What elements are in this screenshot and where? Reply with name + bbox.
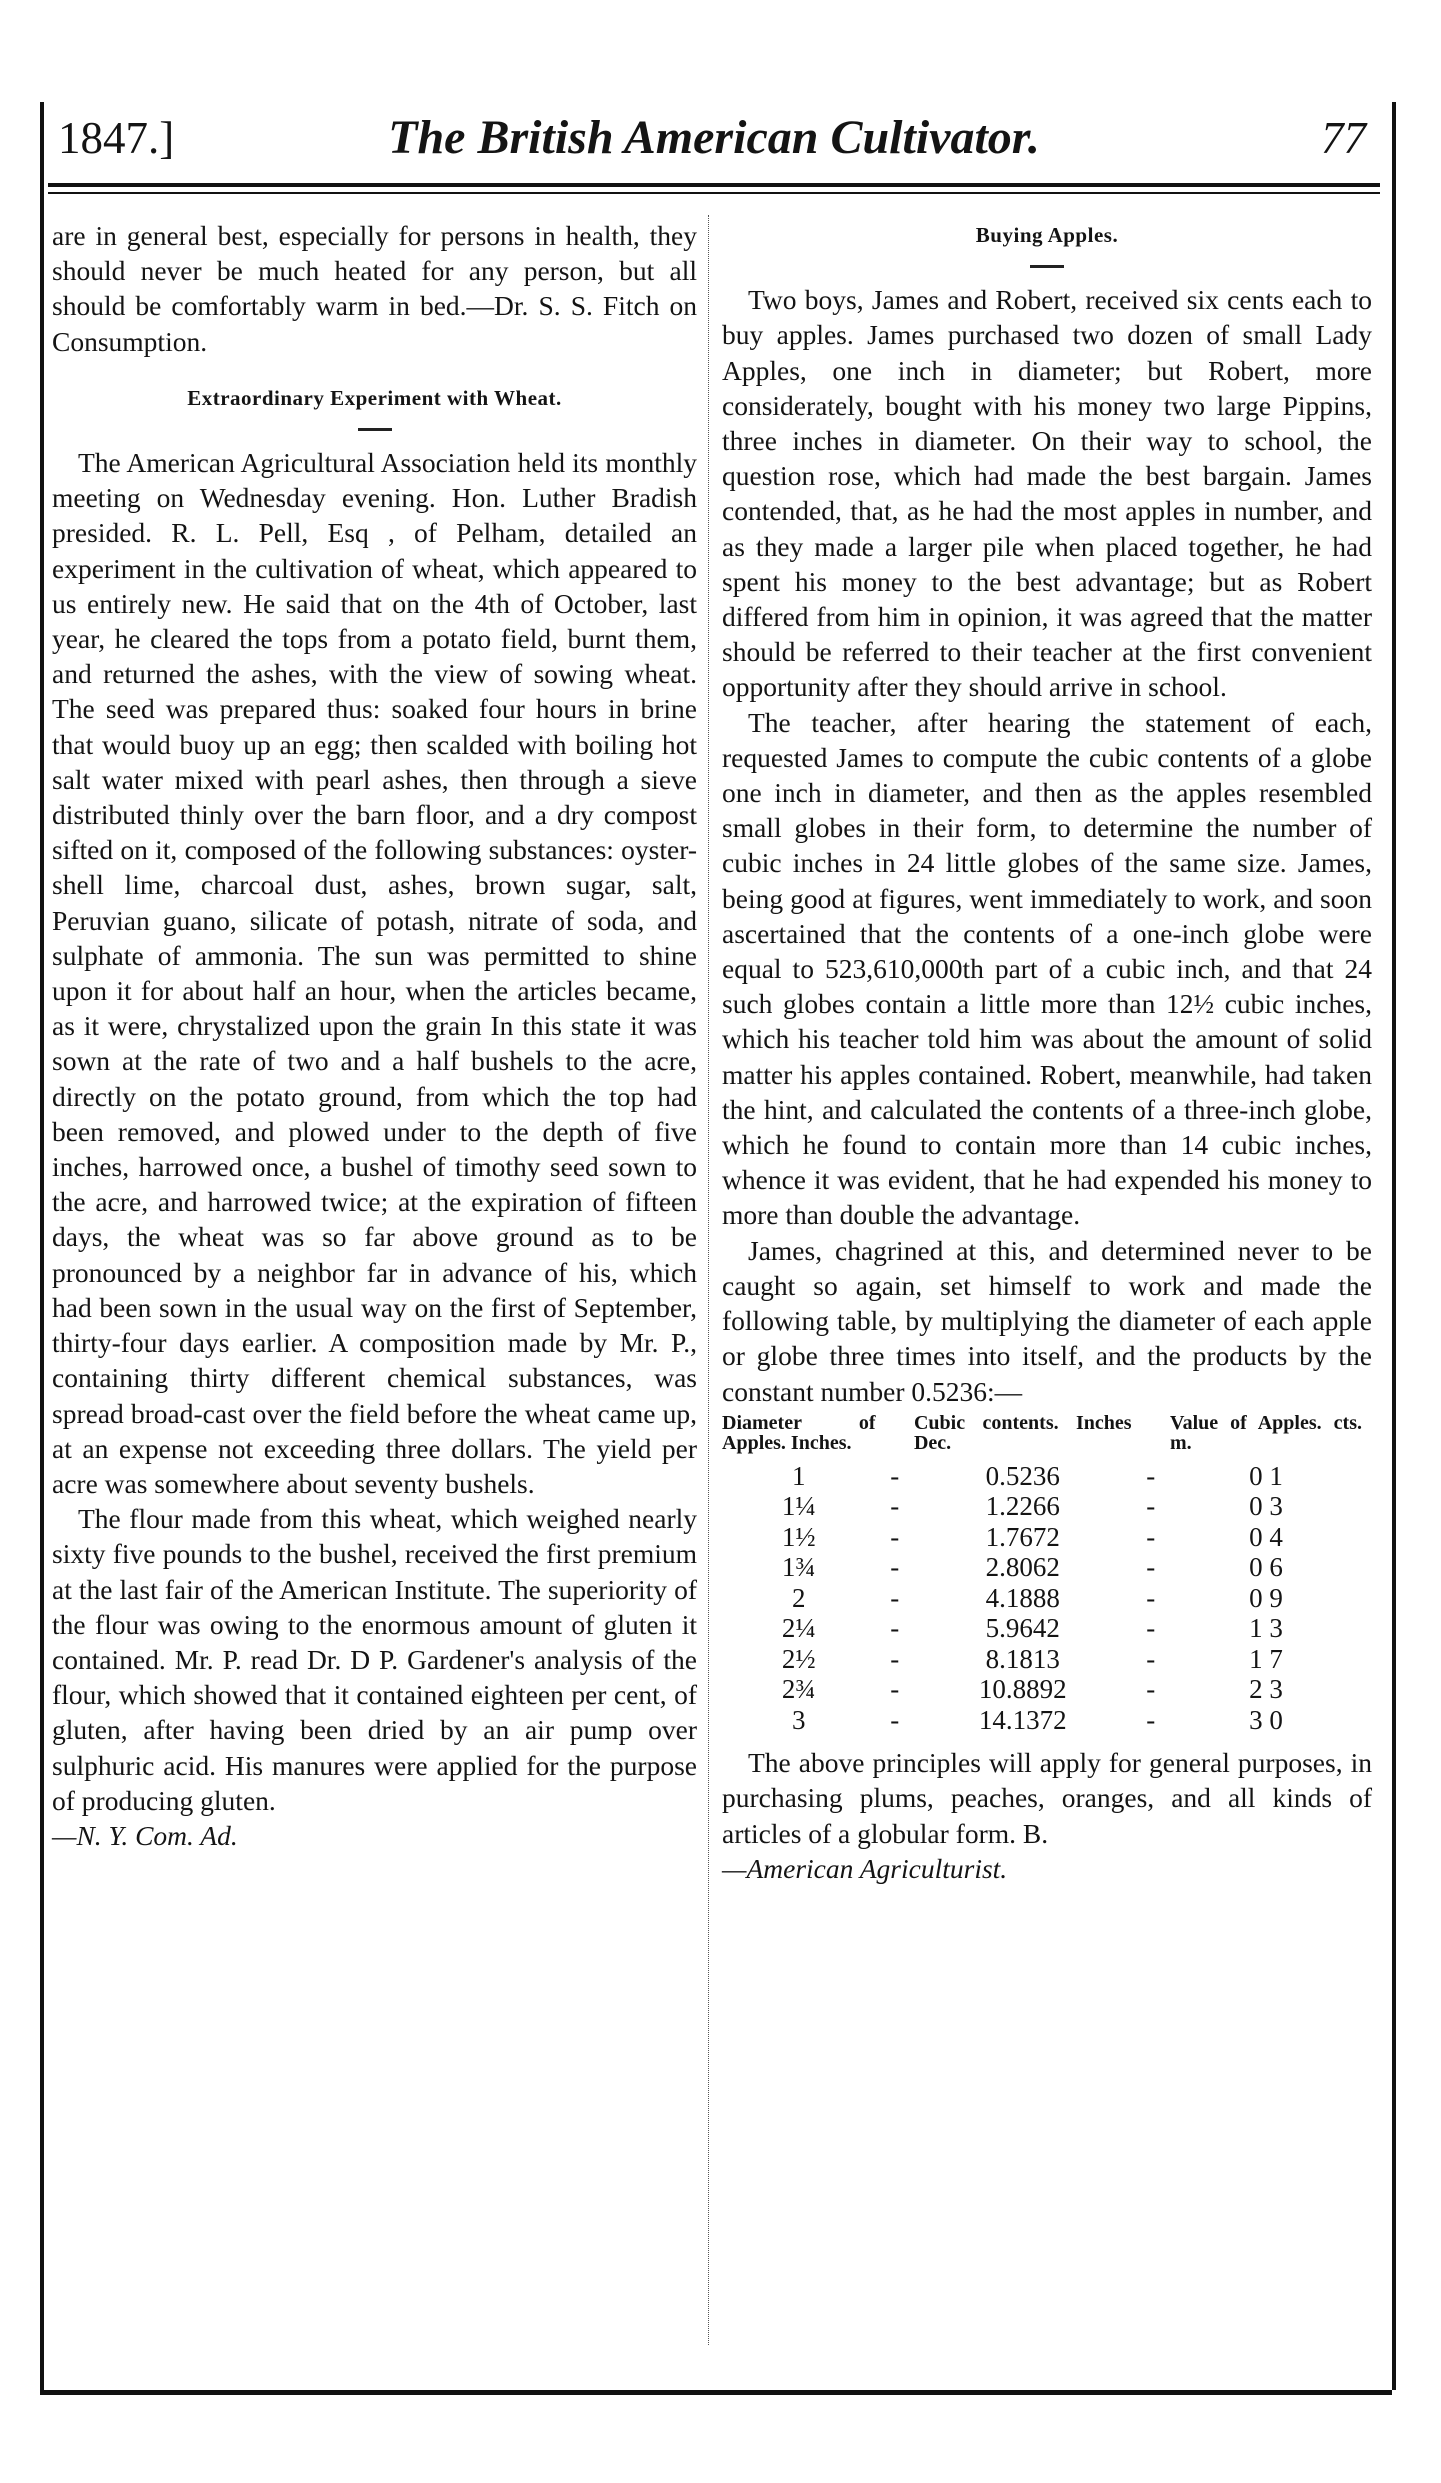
journal-title: The British American Cultivator.	[388, 111, 1040, 164]
footer-rule	[40, 2390, 1392, 2395]
cubic-contents-cell: 0.5236	[985, 1460, 1060, 1491]
table-row	[722, 1644, 1362, 1675]
apples-paragraph-2: The teacher, after hearing the statement of each, requested James to compute the cubic contents of a globe one inch in diameter, and then as the apples resembled small globes in their form, to determine the number of cubic inches in 24 little globes of the same size. James, being good at figures, went immediately to work, and soon ascertained that the contents of a one-inch globe were equal to 523,610,000th part of a cubic inch, and that 24 such globes contain a little more than 12½ cubic inches, which his teacher told him was about the amount of solid matter his apples contained. Robert, meanwhile, had taken the hint, and calculated the contents of a three-inch globe, which he found to contain more than 14 cubic inches, whence it was evident, that he had expended his money to more than double the advantage.	[722, 706, 1372, 1231]
diameter-cell: 2¾	[781, 1674, 816, 1705]
cubic-contents-cell: 8.1813	[985, 1643, 1060, 1674]
wheat-paragraph-2: The flour made from this wheat, which weighed nearly sixty five pounds to the bushel, received the first premium at the last fair of the American Institute. The superiority of the flour was owing to the enormous amount of gluten it contained. Mr. P. read Dr. D P. Gardener's analysis of the flour, which showed that it contained eighteen per cent, of gluten, after having been dried by an air pump over sulphuric acid. His manures were applied for the purpose of producing gluten.	[52, 1503, 697, 1816]
cubic-contents-cell: 14.1372	[978, 1704, 1067, 1735]
diameter-cell: 3	[792, 1704, 806, 1735]
column-header-value: Value of Apples. cts. m.	[1169, 1411, 1362, 1454]
table-row	[722, 1583, 1362, 1614]
table-row	[722, 1461, 1362, 1492]
value-cell: 0 6	[1249, 1552, 1283, 1583]
article-heading-wheat: Extraordinary Experiment with Wheat.	[187, 385, 562, 410]
issue-year: 1847.]	[58, 113, 175, 163]
diameter-cell: 1¼	[781, 1491, 816, 1522]
column-header-cubic: Cubic contents. Inches Dec.	[913, 1411, 1132, 1454]
dash-separator: -	[1146, 1643, 1156, 1674]
cubic-contents-cell: 1.2266	[985, 1491, 1060, 1522]
value-cell: 1 7	[1249, 1643, 1283, 1674]
table-row	[722, 1674, 1362, 1705]
dash-separator: -	[1146, 1582, 1156, 1613]
wheat-paragraph-1: The American Agricultural Association held its monthly meeting on Wednesday evening. Hon. Luther Bradish presided. R. L. Pell, Esq , of Pelham, detailed an experiment in the cultivation of wheat, which appeared to us entirely new. He said that on the 4th of October, last year, he cleared the tops from a potato field, burnt them, and returned the ashes, with the view of sowing wheat. The seed was prepared thus: soaked four hours in brine that would buoy up an egg; then scalded with boiling hot salt water mixed with pearl ashes, then through a sieve distributed thinly over the barn floor, and a dry compost sifted on it, composed of the following substances: oyster-shell lime, charcoal dust, ashes, brown sugar, salt, Peruvian guano, silicate of potash, nitrate of soda, and sulphate of ammonia. The sun was permitted to shine upon it for about half an hour, when the articles became, as it were, chrystalized upon the grain In this state it was sown at the rate of two and a half bushels to the acre, directly on the potato ground, from which the top had been removed, and plowed under to the depth of five inches, harrowed once, a bushel of timothy seed sown to the acre, and harrowed twice; at the expiration of fifteen days, the wheat was so far above ground as to be pronounced by a neighbor far in advance of his, which had been sown in the usual way on the first of September, thirty-four days earlier. A composition made by Mr. P., containing thirty different chemical substances, was spread broad-cast over the field before the wheat came up, at an expense not exceeding three dollars. The yield per acre was somewhere about seventy bushels.	[52, 447, 697, 1499]
apples-source: —American Agriculturist.	[722, 1852, 1008, 1884]
cubic-contents-cell: 4.1888	[985, 1582, 1060, 1613]
dash-separator: -	[890, 1674, 900, 1705]
dash-separator: -	[1146, 1674, 1156, 1705]
table-row	[722, 1613, 1362, 1644]
table-row	[722, 1491, 1362, 1522]
cubic-contents-cell: 5.9642	[985, 1613, 1060, 1644]
value-cell: 0 3	[1249, 1491, 1283, 1522]
dash-separator: -	[890, 1552, 900, 1583]
dash-separator: -	[1146, 1552, 1156, 1583]
header-rule-thin	[48, 192, 1380, 194]
value-cell: 0 1	[1249, 1460, 1283, 1491]
wheat-source: —N. Y. Com. Ad.	[52, 1819, 238, 1851]
value-cell: 0 9	[1249, 1582, 1283, 1613]
intro-paragraph: are in general best, especially for persons in health, they should never be much heated for any person, but all should be comfortably warm in bed.—Dr. S. S. Fitch on Consumption.	[52, 220, 697, 357]
value-cell: 0 4	[1249, 1521, 1283, 1552]
value-cell: 2 3	[1249, 1674, 1283, 1705]
dash-separator: -	[1146, 1521, 1156, 1552]
apples-paragraph-1: Two boys, James and Robert, received six cents each to buy apples. James purchased two dozen of small Lady Apples, one inch in diameter; but Robert, more considerately, bought with his money two large Pippins, three inches in diameter. On their way to school, the question rose, which had made the best bargain. James contended, that, as he had the most apples in number, and as they made a larger pile when placed together, he had spent his money to the best advantage; but as Robert differed from him in opinion, it was agreed that the matter should be referred to their teacher at the first convenient opportunity after they should arrive in school.	[722, 284, 1372, 703]
dash-separator: -	[890, 1613, 900, 1644]
dash-separator: -	[890, 1491, 900, 1522]
apple-value-table	[722, 1411, 1362, 1736]
cubic-contents-cell: 10.8892	[978, 1674, 1067, 1705]
diameter-cell: 2¼	[781, 1613, 816, 1644]
diameter-cell: 1½	[781, 1521, 816, 1552]
dash-separator: -	[1146, 1704, 1156, 1735]
heading-dash	[358, 428, 392, 431]
left-column	[52, 218, 697, 1853]
column-header-diameter: Diameter of Apples. Inches.	[722, 1411, 876, 1454]
dash-separator: -	[890, 1521, 900, 1552]
diameter-cell: 2	[792, 1582, 806, 1613]
heading-dash	[1030, 265, 1064, 268]
table-row	[722, 1705, 1362, 1736]
apples-paragraph-3: James, chagrined at this, and determined never to be caught so again, set himself to work and made the following table, by multiplying the diameter of each apple or globe three times into itself, and the products by the constant number 0.5236:—	[722, 1234, 1372, 1407]
header-rule-thick	[48, 183, 1380, 187]
value-cell: 1 3	[1249, 1613, 1283, 1644]
page-number: 77	[1321, 113, 1366, 163]
dash-separator: -	[890, 1460, 900, 1491]
cubic-contents-cell: 2.8062	[985, 1552, 1060, 1583]
diameter-cell: 1¾	[781, 1552, 816, 1583]
dash-separator: -	[890, 1704, 900, 1735]
dash-separator: -	[1146, 1613, 1156, 1644]
dash-separator: -	[890, 1582, 900, 1613]
table-header-row	[722, 1411, 1362, 1461]
diameter-cell: 2½	[781, 1643, 816, 1674]
cubic-contents-cell: 1.7672	[985, 1521, 1060, 1552]
table-row	[722, 1522, 1362, 1553]
article-heading-apples: Buying Apples.	[975, 223, 1119, 247]
value-cell: 3 0	[1249, 1704, 1283, 1735]
diameter-cell: 1	[792, 1460, 806, 1491]
dash-separator: -	[890, 1643, 900, 1674]
apples-paragraph-4: The above principles will apply for general purposes, in purchasing plums, peaches, oranges, and all kinds of articles of a globular form. B.	[722, 1747, 1372, 1849]
dash-separator: -	[1146, 1491, 1156, 1522]
column-divider	[708, 215, 710, 2345]
page-header	[48, 108, 1380, 164]
right-column	[722, 218, 1372, 1886]
dash-separator: -	[1146, 1460, 1156, 1491]
table-row	[722, 1552, 1362, 1583]
